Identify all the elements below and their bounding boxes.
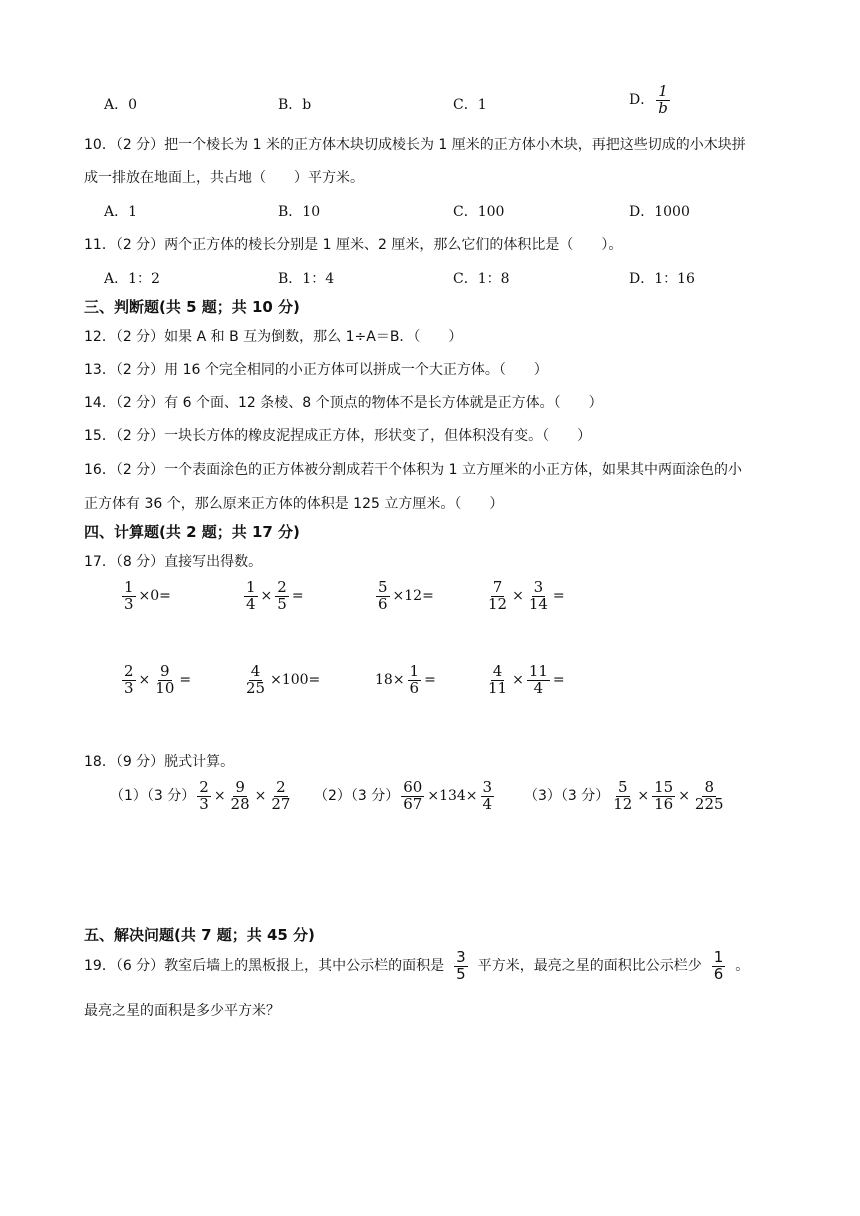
q11-option-a: A．1：2 bbox=[104, 271, 160, 287]
fraction-numerator: 1 bbox=[246, 578, 256, 596]
times-operator: × bbox=[254, 788, 267, 805]
fraction-numerator: 5 bbox=[378, 578, 388, 596]
fraction-denominator: 14 bbox=[528, 594, 548, 613]
equals: = bbox=[552, 588, 565, 605]
q17-item-2 bbox=[242, 580, 305, 613]
fraction-denominator: 6 bbox=[378, 594, 388, 613]
q10-line2: 成一排放在地面上，共占地（ ）平方米。 bbox=[84, 170, 364, 186]
fraction-denominator: 16 bbox=[654, 794, 674, 813]
times-operator: × bbox=[637, 788, 650, 805]
q9-option-d bbox=[629, 84, 672, 117]
q10-option-d: D．1000 bbox=[629, 204, 690, 220]
fraction-numerator: 8 bbox=[704, 778, 715, 796]
fraction-numerator: 2 bbox=[277, 578, 287, 596]
q9-option-d-fraction bbox=[656, 84, 670, 117]
fraction-numerator: 2 bbox=[124, 662, 134, 680]
q9-option-d-prefix: D． bbox=[629, 92, 655, 109]
q19-text-part1: 19．（6 分）教室后墙上的黑板报上，其中公示栏的面积是 bbox=[84, 958, 445, 975]
q9-option-b: B．b bbox=[278, 97, 312, 113]
times-operator: × bbox=[213, 788, 226, 805]
operator: × bbox=[512, 588, 524, 605]
q18-text: 18．（9 分）脱式计算。 bbox=[84, 754, 235, 770]
q9-option-c: C．1 bbox=[453, 97, 487, 113]
fraction-numerator: 11 bbox=[528, 662, 548, 680]
section5-header: 五、解决问题(共 7 题；共 45 分) bbox=[84, 926, 315, 944]
q11-option-d: D．1：16 bbox=[629, 271, 695, 287]
q17-item-1 bbox=[120, 580, 172, 613]
fraction-denominator: 6 bbox=[409, 678, 420, 697]
q13-text: 13．（2 分）用 16 个完全相同的小正方体可以拼成一个大正方体。（ ） bbox=[84, 362, 548, 378]
q14-text: 14．（2 分）有 6 个面、12 条棱、8 个顶点的物体不是长方体就是正方体。（ ） bbox=[84, 395, 603, 411]
operator: ×134× bbox=[427, 788, 478, 805]
operator: × bbox=[512, 672, 524, 689]
q19-text-part3: 。 bbox=[735, 958, 750, 975]
q10-line1: 10．（2 分）把一个棱长为 1 米的正方体木块切成棱长为 1 厘米的正方体小木块，再把这些切成的小木块拼 bbox=[84, 137, 746, 153]
fraction-numerator: 3 bbox=[533, 578, 544, 596]
q17-item-3 bbox=[374, 580, 435, 613]
fraction-denominator: 3 bbox=[199, 794, 209, 813]
fraction-denominator: 4 bbox=[482, 794, 493, 813]
q18-item-3 bbox=[524, 780, 728, 813]
q9-option-a: A．0 bbox=[104, 97, 138, 113]
fraction-denominator: 25 bbox=[246, 678, 266, 697]
q18-item-1 bbox=[110, 780, 294, 813]
fraction-denominator: 5 bbox=[456, 964, 466, 983]
q18-item-label: （3）（3 分） bbox=[524, 788, 610, 805]
fraction-numerator: 9 bbox=[235, 778, 245, 796]
q16-line1: 16．（2 分）一个表面涂色的正方体被分割成若干个体积为 1 立方厘米的小正方体，如果其中两面涂色的小 bbox=[84, 462, 742, 478]
q11-text: 11．（2 分）两个正方体的棱长分别是 1 厘米、2 厘米，那么它们的体积比是（ ）。 bbox=[84, 237, 623, 253]
q17-item-8 bbox=[484, 664, 566, 697]
q17-item-5 bbox=[120, 664, 192, 697]
q17-text: 17．（8 分）直接写出得数。 bbox=[84, 554, 263, 570]
fraction-denominator: 3 bbox=[124, 678, 134, 697]
fraction-numerator: 15 bbox=[654, 778, 674, 796]
fraction-denominator: 225 bbox=[694, 794, 724, 813]
fraction-denominator: 4 bbox=[533, 678, 544, 697]
fraction-denominator: 28 bbox=[230, 794, 250, 813]
equals: = bbox=[552, 672, 565, 689]
q10-option-c: C．100 bbox=[453, 204, 505, 220]
fraction-numerator: 1 bbox=[124, 578, 134, 596]
q17-item-7 bbox=[374, 664, 437, 697]
fraction-numerator: 4 bbox=[492, 662, 503, 680]
fraction-numerator: 60 bbox=[403, 778, 423, 796]
fraction-denominator: 6 bbox=[713, 964, 724, 983]
q10-option-a: A．1 bbox=[104, 204, 138, 220]
fraction-numerator: 1 bbox=[713, 948, 724, 966]
fraction-denominator: 67 bbox=[403, 794, 423, 813]
fraction-denominator: 27 bbox=[271, 794, 291, 813]
q15-text: 15．（2 分）一块长方体的橡皮泥捏成正方体，形状变了，但体积没有变。（ ） bbox=[84, 428, 592, 444]
fraction-numerator: 5 bbox=[618, 778, 628, 796]
q19-line1 bbox=[84, 950, 749, 983]
equals: = bbox=[179, 672, 192, 689]
fraction-denominator: 3 bbox=[124, 594, 134, 613]
fraction-denominator: 11 bbox=[488, 678, 508, 697]
q12-text: 12．（2 分）如果 A 和 B 互为倒数，那么 1÷A＝B．（ ） bbox=[84, 329, 463, 345]
fraction-denominator: 12 bbox=[488, 594, 508, 613]
prefix: 18× bbox=[375, 672, 405, 689]
q18-item-2 bbox=[314, 780, 496, 813]
fraction-numerator: 1 bbox=[658, 82, 668, 100]
fraction-numerator: 2 bbox=[276, 778, 286, 796]
equals: = bbox=[291, 588, 304, 605]
fraction-numerator: 3 bbox=[482, 778, 493, 796]
fraction-denominator: 12 bbox=[613, 794, 633, 813]
times-operator: × bbox=[678, 788, 690, 805]
operator: = bbox=[424, 672, 436, 689]
fraction-denominator: b bbox=[658, 98, 668, 117]
fraction-numerator: 7 bbox=[492, 578, 503, 596]
section3-header: 三、判断题(共 5 题；共 10 分) bbox=[84, 298, 300, 316]
q16-line2: 正方体有 36 个，那么原来正方体的体积是 125 立方厘米。（ ） bbox=[84, 496, 504, 512]
fraction-denominator: 5 bbox=[277, 594, 287, 613]
operator: × bbox=[260, 588, 273, 605]
operator: × bbox=[138, 672, 151, 689]
fraction-denominator: 10 bbox=[155, 678, 175, 697]
operator: ×100= bbox=[270, 672, 321, 689]
fraction-numerator: 1 bbox=[409, 662, 420, 680]
fraction-numerator: 4 bbox=[250, 662, 261, 680]
fraction-numerator: 9 bbox=[160, 662, 170, 680]
fraction-numerator: 3 bbox=[456, 948, 466, 966]
q11-option-b: B．1：4 bbox=[278, 271, 335, 287]
operator: ×12= bbox=[392, 588, 434, 605]
q18-item-label: （1）（3 分） bbox=[110, 788, 196, 805]
q19-text-part2: 平方米，最亮之星的面积比公示栏少 bbox=[477, 958, 702, 975]
q18-item-label: （2）（3 分） bbox=[314, 788, 400, 805]
q11-option-c: C．1：8 bbox=[453, 271, 510, 287]
section4-header: 四、计算题(共 2 题；共 17 分) bbox=[84, 523, 300, 541]
fraction-denominator: 4 bbox=[246, 594, 256, 613]
fraction-numerator: 2 bbox=[199, 778, 209, 796]
q17-item-4 bbox=[484, 580, 566, 613]
q17-item-6 bbox=[242, 664, 321, 697]
operator: ×0= bbox=[138, 588, 171, 605]
q10-option-b: B．10 bbox=[278, 204, 321, 220]
q19-line2: 最亮之星的面积是多少平方米？ bbox=[84, 1003, 280, 1019]
